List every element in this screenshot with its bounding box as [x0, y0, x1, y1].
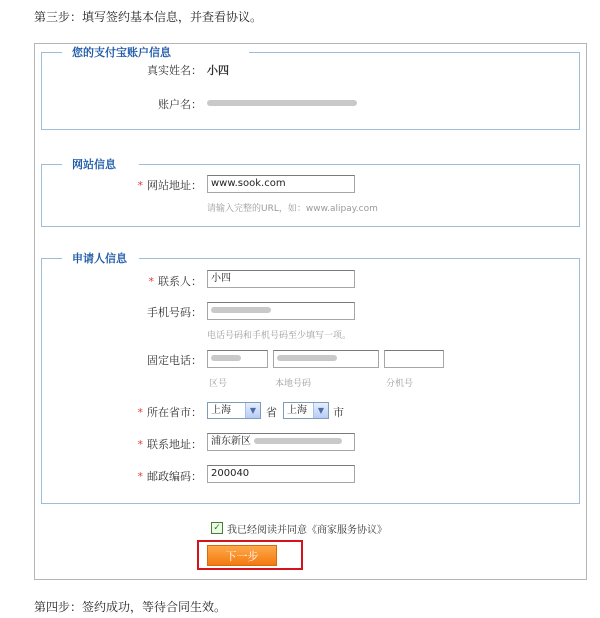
- website-url-hint: 请输入完整的URL，如：www.alipay.com: [207, 204, 378, 214]
- phone-label: 固定电话：: [147, 354, 202, 367]
- phone-ext-input[interactable]: [384, 350, 444, 368]
- account-name-value: [207, 96, 357, 109]
- mobile-input[interactable]: [207, 302, 355, 320]
- postcode-label: * 邮政编码：: [137, 470, 202, 483]
- province-select[interactable]: 上海 ▼: [207, 402, 261, 419]
- account-name-label: 账户名：: [158, 98, 202, 111]
- chevron-down-icon: ▼: [313, 403, 328, 418]
- applicant-fieldset: [41, 252, 580, 504]
- alipay-account-fieldset: [41, 46, 580, 130]
- phone-ext-hint: 分机号: [386, 379, 414, 389]
- city-unit: 市: [333, 406, 344, 419]
- mobile-label: 手机号码：: [147, 306, 202, 319]
- website-url-input[interactable]: www.sook.com: [207, 175, 355, 193]
- phone-area-input[interactable]: [207, 350, 268, 368]
- province-label: * 所在省市：: [137, 406, 202, 419]
- chevron-down-icon: ▼: [245, 403, 260, 418]
- step4-text: 第四步：签约成功，等待合同生效。: [34, 600, 227, 614]
- agreement-text[interactable]: 我已经阅读并同意《商家服务协议》: [227, 525, 387, 536]
- address-label: * 联系地址：: [137, 438, 202, 451]
- address-input[interactable]: 浦东新区: [207, 433, 355, 451]
- real-name-label: 真实姓名：: [147, 64, 202, 77]
- phone-area-hint: 区号: [209, 379, 228, 389]
- real-name-value: 小四: [207, 64, 229, 77]
- website-fieldset: [41, 158, 580, 227]
- province-unit: 省: [266, 406, 277, 419]
- next-step-button[interactable]: 下一步: [207, 545, 277, 566]
- mobile-hint: 电话号码和手机号码至少填写一项。: [207, 331, 352, 341]
- applicant-legend: 申请人信息: [72, 252, 127, 265]
- step3-text: 第三步：填写签约基本信息，并查看协议。: [34, 10, 263, 24]
- contact-input[interactable]: 小四: [207, 270, 355, 288]
- website-legend: 网站信息: [72, 158, 116, 171]
- phone-local-input[interactable]: [273, 350, 379, 368]
- agreement-checkbox[interactable]: ✓: [211, 522, 223, 534]
- contact-label: * 联系人：: [148, 275, 202, 288]
- city-select[interactable]: 上海 ▼: [283, 402, 329, 419]
- signup-form: [34, 43, 587, 580]
- phone-local-hint: 本地号码: [275, 379, 312, 389]
- postcode-input[interactable]: 200040: [207, 465, 355, 483]
- alipay-account-legend: 您的支付宝账户信息: [72, 46, 171, 59]
- website-url-label: * 网站地址：: [137, 179, 202, 192]
